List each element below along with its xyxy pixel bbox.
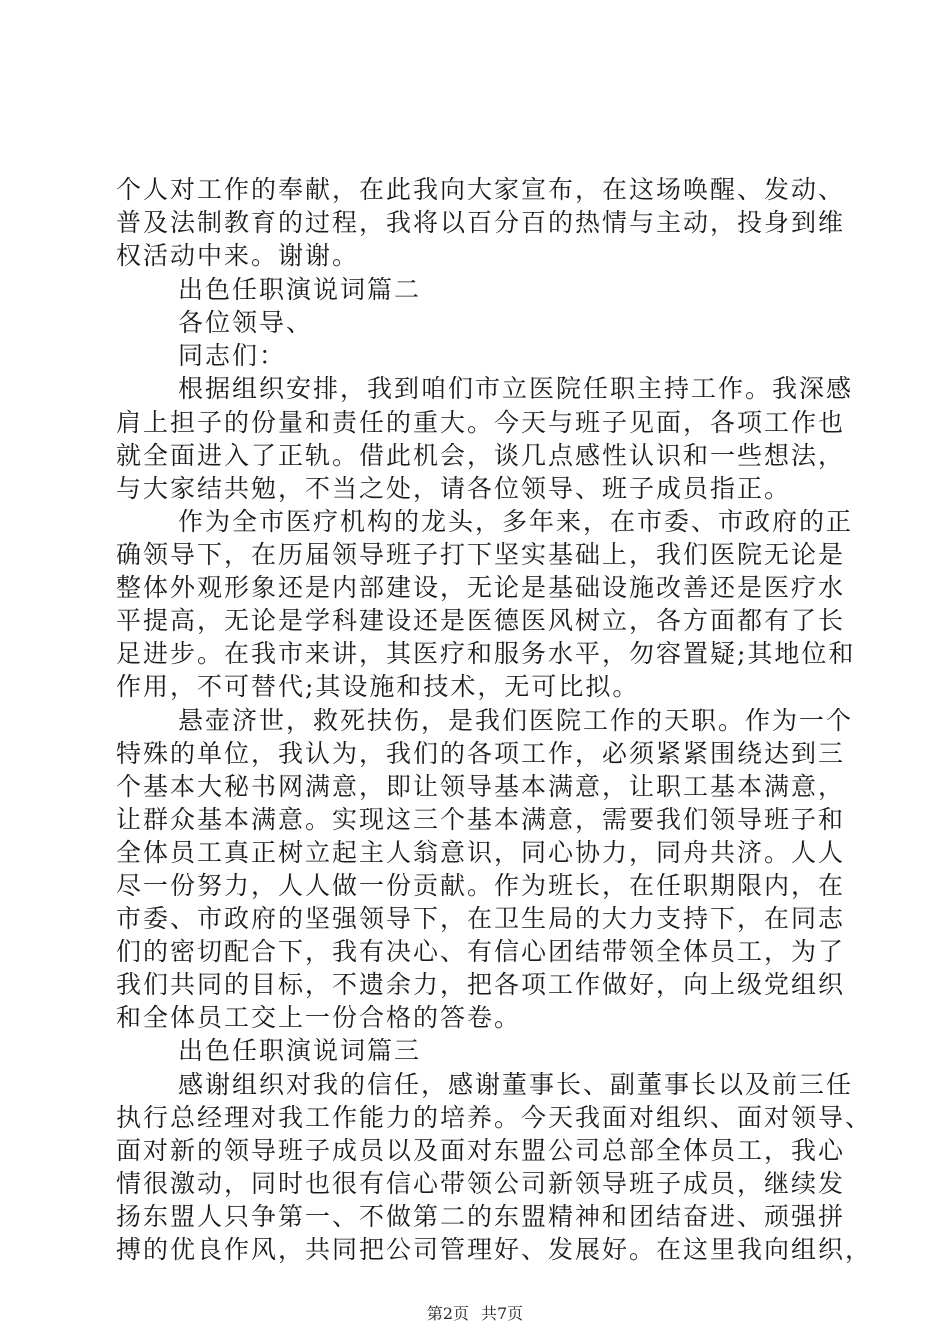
- text-line: 尽一份努力，人人做一份贡献。作为班长，在任职期限内，在: [116, 871, 846, 900]
- text-line: 整体外观形象还是内部建设，无论是基础设施改善还是医疗水: [116, 573, 846, 602]
- text-line: 我们共同的目标，不遗余力，把各项工作做好，向上级党组织: [116, 970, 846, 999]
- text-line: 特殊的单位，我认为，我们的各项工作，必须紧紧围绕达到三: [116, 739, 846, 768]
- text-line: 个人对工作的奉献，在此我向大家宣布，在这场唤醒、发动、: [116, 175, 846, 204]
- text-line: 权活动中来。谢谢。: [116, 241, 360, 270]
- page-footer: [0, 1304, 950, 1324]
- text-line: 全体员工真正树立起主人翁意识，同心协力，同舟共济。人人: [116, 838, 846, 867]
- text-line: 面对新的领导班子成员以及面对东盟公司总部全体员工，我心: [116, 1136, 846, 1165]
- text-line: 就全面进入了正轨。借此机会，谈几点感性认识和一些想法，: [116, 441, 846, 470]
- paragraph-start: 悬壶济世，救死扶伤，是我们医院工作的天职。作为一个: [178, 706, 854, 735]
- text-line: 同志们：: [178, 341, 287, 370]
- section-heading: 出色任职演说词篇二: [178, 275, 422, 304]
- page-number: 第2页: [426, 1304, 469, 1323]
- text-line: 肩上担子的份量和责任的重大。今天与班子见面，各项工作也: [116, 408, 846, 437]
- page-total: 共7页: [481, 1304, 524, 1323]
- text-line: 个基本大秘书网满意，即让领导基本满意，让职工基本满意，: [116, 772, 846, 801]
- text-line: 市委、市政府的坚强领导下，在卫生局的大力支持下，在同志: [116, 904, 846, 933]
- text-line: 与大家结共勉，不当之处，请各位领导、班子成员指正。: [116, 474, 792, 503]
- text-line: 执行总经理对我工作能力的培养。今天我面对组织、面对领导、: [116, 1103, 873, 1132]
- text-line: 各位领导、: [178, 308, 314, 337]
- text-line: 们的密切配合下，我有决心、有信心团结带领全体员工，为了: [116, 937, 846, 966]
- text-line: 作用，不可替代;其设施和技术，无可比拟。: [116, 672, 640, 701]
- text-line: 普及法制教育的过程，我将以百分百的热情与主动，投身到维: [116, 208, 846, 237]
- text-line: 平提高，无论是学科建设还是医德医风树立，各方面都有了长: [116, 606, 846, 635]
- text-line: 和全体员工交上一份合格的答卷。: [116, 1003, 522, 1032]
- paragraph-start: 感谢组织对我的信任，感谢董事长、副董事长以及前三任: [178, 1070, 854, 1099]
- text-line: 搏的优良作风，共同把公司管理好、发展好。在这里我向组织，: [116, 1235, 873, 1264]
- paragraph-start: 根据组织安排，我到咱们市立医院任职主持工作。我深感: [178, 374, 854, 403]
- paragraph-start: 作为全市医疗机构的龙头，多年来，在市委、市政府的正: [178, 507, 854, 536]
- section-heading: 出色任职演说词篇三: [178, 1036, 422, 1065]
- text-line: 让群众基本满意。实现这三个基本满意，需要我们领导班子和: [116, 805, 846, 834]
- text-line: 确领导下，在历届领导班子打下坚实基础上，我们医院无论是: [116, 540, 846, 569]
- text-line: 扬东盟人只争第一、不做第二的东盟精神和团结奋进、顽强拼: [116, 1202, 846, 1231]
- text-line: 情很激动，同时也很有信心带领公司新领导班子成员，继续发: [116, 1169, 846, 1198]
- text-line: 足进步。在我市来讲，其医疗和服务水平，勿容置疑;其地位和: [116, 639, 856, 668]
